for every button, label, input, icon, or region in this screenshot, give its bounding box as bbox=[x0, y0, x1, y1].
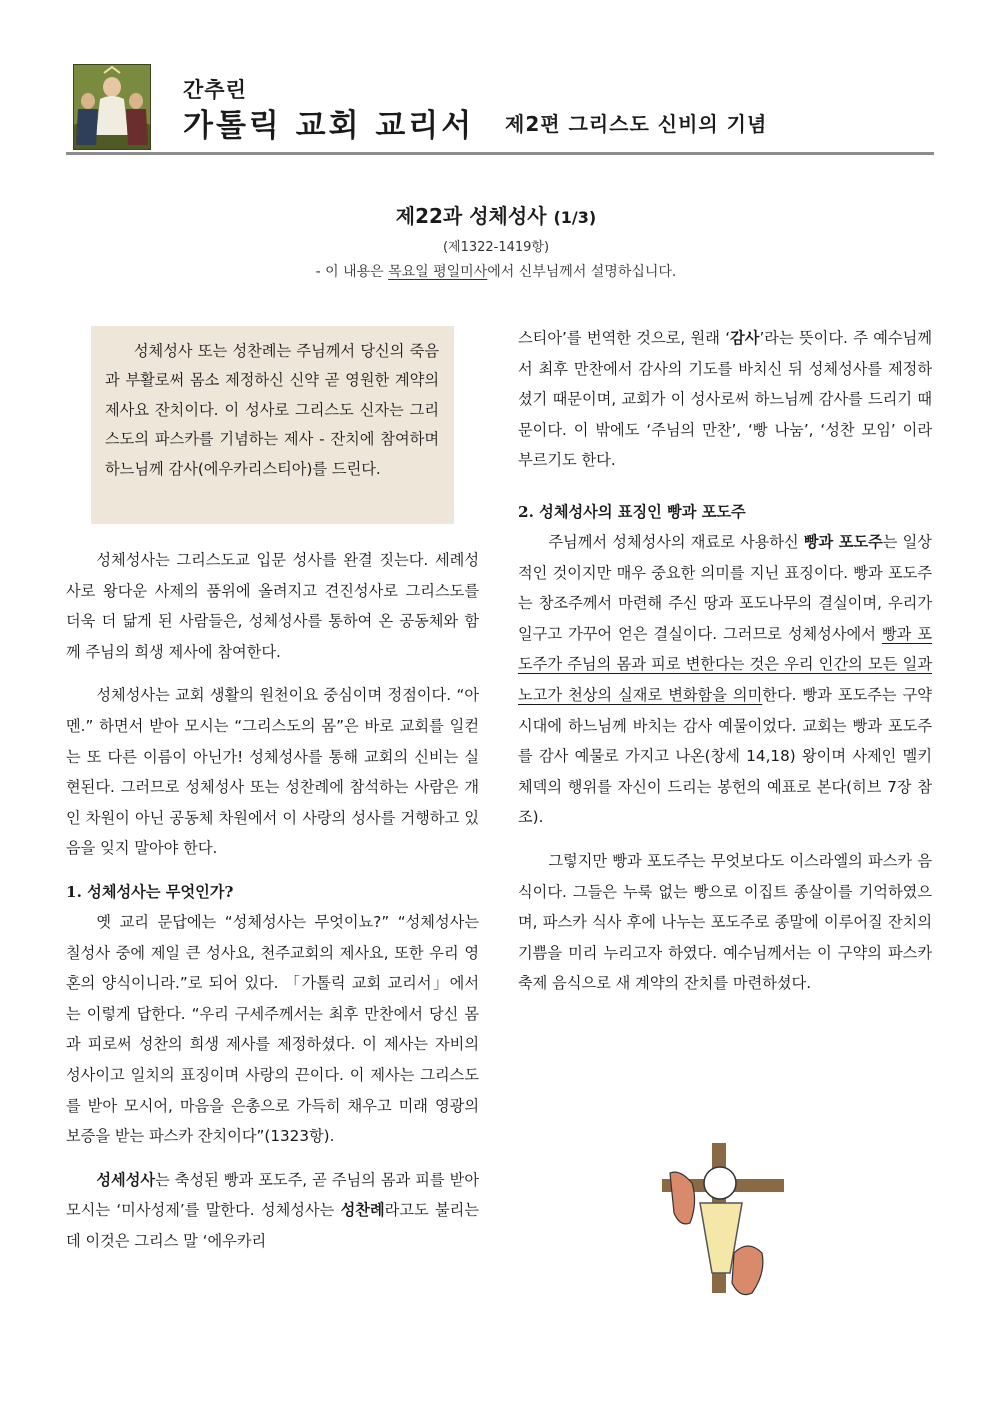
summary-text: 성체성사 또는 성찬례는 주님께서 당신의 죽음과 부활로써 몸소 제정하신 신약 곧 영원한 계약의 제사요 잔치이다. 이 성사로 그리스도 신자는 그리스도의 파스카를 기념하는 제사 - 잔치에 참여하며 하느님께 감사(에우카리스티아)를 드린다. bbox=[105, 342, 439, 478]
bold-term-sacrament: 성세성사 bbox=[96, 1170, 156, 1189]
bold-term-bread-wine: 빵과 포도주 bbox=[803, 532, 883, 551]
underlined-passage: 빵과 포도주가 주님의 몸과 피로 변한다는 것은 우리 인간의 모든 일과 노고가 천상의 실재로 변화함을 의미 bbox=[518, 624, 933, 704]
notice-underlined: 목요일 평일미사 bbox=[388, 264, 488, 280]
section-2-heading: 2. 성체성사의 표징인 빵과 포도주 bbox=[518, 502, 746, 521]
right-column bbox=[518, 323, 932, 999]
paragraph-text: 한다. 빵과 포도주는 구약 시대에 하느님께 바치는 감사 예물이었다. 교회는 빵과 포도주를 감사 예물로 가지고 나온(창세 14,18) 왕이며 사제인 멜키체덱의 행위를 자신이 드리는 봉헌의 예표로 본다(히브 7장 참조). bbox=[518, 685, 932, 827]
apostles-illustration-icon bbox=[73, 64, 151, 150]
summary-box bbox=[91, 326, 454, 524]
lesson-part: (1/3) bbox=[553, 208, 597, 227]
host-and-chalice-cross-icon bbox=[662, 1143, 784, 1303]
paragraph-eucharist-names bbox=[66, 1165, 479, 1257]
notice-suffix: 에서 신부님께서 설명하십니다. bbox=[487, 264, 677, 280]
paragraph-text: 는 축성된 빵과 포도주, 곧 주님의 몸과 피를 받아 모시는 ‘미사성제’를 말한다. 성체성사는 bbox=[66, 1170, 479, 1220]
paragraph-intro: 성체성사는 그리스도교 입문 성사를 완결 짓는다. 세례성사로 왕다운 사제의 품위에 올려지고 견진성사로 그리스도를 더욱 더 닮게 된 사람들은, 성체성사를 통하여 온 공동체와 함께 주님의 희생 제사에 참여한다. bbox=[66, 551, 479, 661]
book-title: 가톨릭 교회 교리서 bbox=[183, 108, 475, 144]
paragraph-text: 주님께서 성체성사의 재료로 사용하신 bbox=[548, 532, 804, 551]
paragraph-range: (제1322-1419항) bbox=[442, 240, 550, 255]
bold-term-thanks: 감사 bbox=[730, 329, 760, 347]
paragraph-text: 는 일상적인 것이지만 매우 중요한 의미를 지닌 표징이다. 빵과 포도주는 창조주께서 마련해 주신 땅과 포도나무의 결실이며, 우리가 일구고 가꾸어 얻은 결실이다. 그러므로 성체성사에서 bbox=[518, 532, 932, 643]
paragraph-bread-wine bbox=[518, 527, 932, 833]
part-title: 제2편 그리스도 신비의 기념 bbox=[505, 112, 768, 136]
lesson-title-text: 제22과 성체성사 bbox=[395, 204, 547, 228]
bold-term-eucharist: 성찬례 bbox=[340, 1201, 385, 1220]
paragraph-definition: 옛 교리 문답에는 “성체성사는 무엇이뇨?” “성체성사는 칠성사 중에 제일 큰 성사요, 천주교회의 제사요, 또한 우리 영혼의 양식이니라.”로 되어 있다. 「가톨릭 교회 교리서」에서는 이렇게 답한다. “우리 구세주께서는 최후 만찬에서 당신 몸과 피로써 성찬의 희생 제사를 제정하셨다. 이 제사는 자비의 성사이고 일치의 표징이며 사랑의 끈이다. 이 제사는 그리스도를 받아 모시어, 마음을 은총으로 가득히 채우고 미래 영광의 보증을 받는 파스카 잔치이다”(1323항). bbox=[66, 912, 479, 1146]
header-divider bbox=[66, 152, 934, 155]
notice-line bbox=[0, 261, 992, 281]
paragraph-text: 라고도 불리는데 이것은 그리스 말 ‘에우카리 bbox=[66, 1201, 479, 1250]
notice-prefix: - 이 내용은 bbox=[315, 264, 389, 280]
paragraph-text: ’라는 뜻이다. 주 예수님께서 최후 만찬에서 감사의 기도를 바치신 뒤 성체성사를 제정하셨기 때문이며, 교회가 이 성사로써 하느님께 감사를 드리기 때문이다. 이 밖에도 ‘주님의 만찬’, ‘빵 나눔’, ‘성찬 모임’ 이라 부르기도 한다. bbox=[518, 329, 932, 470]
paragraph-passover-meal: 그렇지만 빵과 포도주는 무엇보다도 이스라엘의 파스카 음식이다. 그들은 누룩 없는 빵으로 이집트 종살이를 기억하였으며, 파스카 식사 후에 나누는 포도주로 종말에 이루어질 잔치의 기쁨을 미리 누리고자 하였다. 예수님께서는 이 구약의 파스카 축제 음식으로 새 계약의 잔치를 마련하셨다. bbox=[518, 851, 932, 993]
paragraph-text: 스티아’를 번역한 것으로, 원래 ‘ bbox=[518, 329, 731, 347]
series-label: 간추린 bbox=[183, 78, 247, 102]
paragraph-source-summit: 성체성사는 교회 생활의 원천이요 중심이며 정점이다. “아멘.” 하면서 받아 모시는 “그리스도의 몸”은 바로 교회를 일컫는 또 다른 이름이 아닌가! 성체성사를 통해 교회의 신비는 실현된다. 그러므로 성체성사 또는 성찬례에 참석하는 사람은 개인 차원이 아닌 공동체 차원에서 이 사랑의 성사를 거행하고 있음을 잊지 말아야 한다. bbox=[66, 686, 479, 858]
paragraph-thanksgiving bbox=[518, 323, 932, 476]
section-1-heading: 1. 성체성사는 무엇인가? bbox=[66, 882, 234, 901]
lesson-title bbox=[0, 200, 992, 229]
left-column bbox=[66, 545, 479, 1256]
